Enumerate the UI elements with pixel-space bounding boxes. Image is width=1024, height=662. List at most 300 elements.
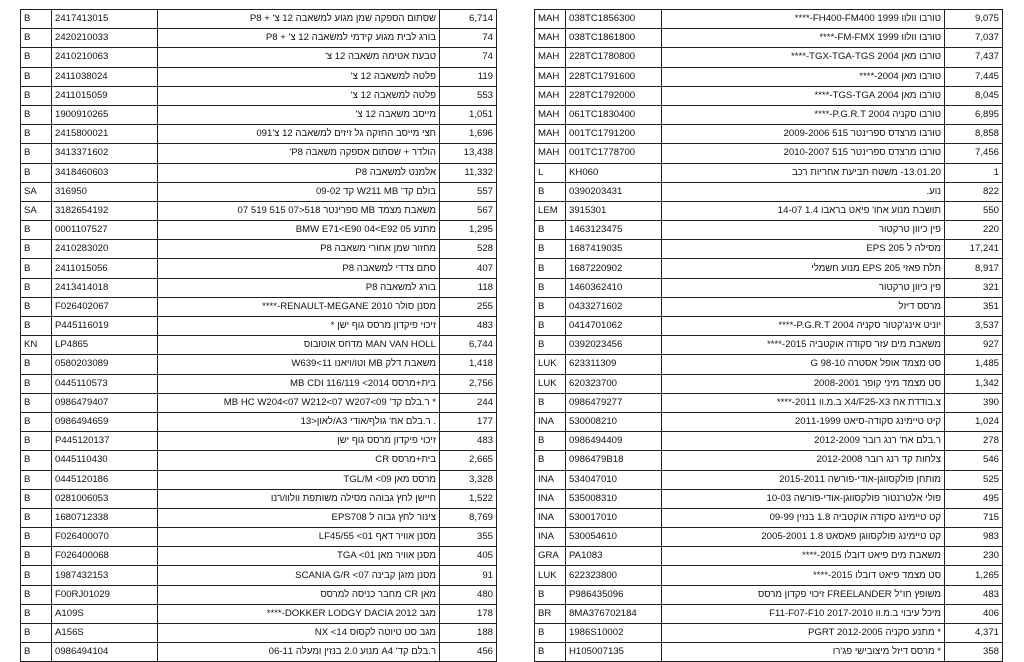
price-cell: 1,522 xyxy=(440,489,497,508)
part-number-cell: 2413414018 xyxy=(52,278,158,297)
description-cell: צ.בודדת אח X4/F25-X3 ב.מ.וו 2011-**** xyxy=(662,393,945,412)
description-cell: MAN VAN HOLL מדחס אוטובוס xyxy=(158,336,440,355)
price-cell: 11,332 xyxy=(440,163,497,182)
brand-cell: B xyxy=(21,163,52,182)
price-cell: 550 xyxy=(945,201,1003,220)
table-row xyxy=(535,29,1003,48)
brand-cell: GRA xyxy=(535,547,566,566)
part-number-cell: 623311309 xyxy=(566,355,662,374)
part-number-cell: 1680712338 xyxy=(52,508,158,527)
price-cell: 525 xyxy=(945,470,1003,489)
description-cell: סט מצמד פיאט דובלו 2015-**** xyxy=(662,566,945,585)
part-number-cell: 1986S10002 xyxy=(566,624,662,643)
table-row xyxy=(535,374,1003,393)
part-number-cell: 0986479B18 xyxy=(566,451,662,470)
price-cell: 390 xyxy=(945,393,1003,412)
price-cell: 557 xyxy=(440,182,497,201)
table-row xyxy=(535,105,1003,124)
price-cell: 7,437 xyxy=(945,48,1003,67)
description-cell: צינור לחץ גבוה ל EPS708 xyxy=(158,508,440,527)
brand-cell: MAH xyxy=(535,144,566,163)
description-cell: מאן CR מחבר כניסה למרסס xyxy=(158,585,440,604)
part-number-cell: 530008210 xyxy=(566,412,662,431)
table-row xyxy=(21,105,497,124)
table-row xyxy=(535,297,1003,316)
brand-cell: B xyxy=(21,451,52,470)
brand-cell: MAH xyxy=(535,67,566,86)
brand-cell: B xyxy=(535,624,566,643)
description-cell: טורבו מאן 2004-**** xyxy=(662,67,945,86)
part-number-cell: F026400068 xyxy=(52,547,158,566)
price-cell: 483 xyxy=(440,432,497,451)
description-cell: חצי מייסב החזקה גל זיזים למשאבה 12 צ'091 xyxy=(158,125,440,144)
description-cell: נוע. xyxy=(662,182,945,201)
description-cell: קט טיימינג פולקסווגן פאסאט 1.8 2005-2001 xyxy=(662,528,945,547)
description-cell: בית+מרסס CR xyxy=(158,451,440,470)
table-row xyxy=(535,470,1003,489)
brand-cell: B xyxy=(21,86,52,105)
brand-cell: KN xyxy=(21,336,52,355)
price-cell: 358 xyxy=(945,643,1003,662)
brand-cell: B xyxy=(21,144,52,163)
table-row xyxy=(535,67,1003,86)
price-cell: 2,756 xyxy=(440,374,497,393)
table-row xyxy=(21,278,497,297)
description-cell: פלטה למשאבה 12 צ' xyxy=(158,67,440,86)
brand-cell: SA xyxy=(21,201,52,220)
table-row xyxy=(21,432,497,451)
description-cell: בולם קד' W211 MB קד 09-02 xyxy=(158,182,440,201)
part-number-cell: A109S xyxy=(52,604,158,623)
description-cell: * מרסס דיזל מיצובישי פג'רו xyxy=(662,643,945,662)
table-row xyxy=(21,336,497,355)
table-row xyxy=(21,67,497,86)
price-cell: 1,265 xyxy=(945,566,1003,585)
brand-cell: B xyxy=(535,240,566,259)
price-cell: 351 xyxy=(945,297,1003,316)
price-cell: 9,075 xyxy=(945,10,1003,29)
table-row xyxy=(535,432,1003,451)
part-number-cell: 0001107527 xyxy=(52,221,158,240)
table-row xyxy=(21,604,497,623)
description-cell: משאבת מים עזר סקודה אוקטביה 2015-**** xyxy=(662,336,945,355)
table-row xyxy=(21,48,497,67)
table-row xyxy=(535,240,1003,259)
part-number-cell: 0281006053 xyxy=(52,489,158,508)
part-number-cell: 620323700 xyxy=(566,374,662,393)
brand-cell: B xyxy=(21,489,52,508)
price-cell: 1,696 xyxy=(440,125,497,144)
price-cell: 715 xyxy=(945,508,1003,527)
part-number-cell: 228TC1780800 xyxy=(566,48,662,67)
part-number-cell: 3915301 xyxy=(566,201,662,220)
part-number-cell: KH060 xyxy=(566,163,662,182)
part-number-cell: F026400070 xyxy=(52,528,158,547)
price-cell: 8,769 xyxy=(440,508,497,527)
price-cell: 220 xyxy=(945,221,1003,240)
part-number-cell: 2415800021 xyxy=(52,125,158,144)
price-cell: 6,744 xyxy=(440,336,497,355)
description-cell: משאבת מים פיאט דובלו 2015-**** xyxy=(662,547,945,566)
description-cell: תלת פאזי EPS 205 מנוע חשמלי xyxy=(662,259,945,278)
part-number-cell: 038TC1856300 xyxy=(566,10,662,29)
part-number-cell: PA1083 xyxy=(566,547,662,566)
part-number-cell: 535008310 xyxy=(566,489,662,508)
table-row xyxy=(535,412,1003,431)
brand-cell: MAH xyxy=(535,48,566,67)
brand-cell: B xyxy=(21,29,52,48)
part-number-cell: 534047010 xyxy=(566,470,662,489)
description-cell: 13.01.20- משטח תביעת אחריות רכב xyxy=(662,163,945,182)
table-row xyxy=(21,451,497,470)
part-number-cell: 3182654192 xyxy=(52,201,158,220)
part-number-cell: 2411038024 xyxy=(52,67,158,86)
table-row xyxy=(535,604,1003,623)
description-cell: פין כיוון טרקטור xyxy=(662,221,945,240)
description-cell: אלמנט למשאבה P8 xyxy=(158,163,440,182)
table-row xyxy=(535,643,1003,662)
table-row xyxy=(21,489,497,508)
price-cell: 7,037 xyxy=(945,29,1003,48)
price-cell: 17,241 xyxy=(945,240,1003,259)
description-cell: מסנן אוויר מאן TGA <01 xyxy=(158,547,440,566)
price-cell: 483 xyxy=(440,317,497,336)
table-row xyxy=(535,508,1003,527)
table-row xyxy=(21,163,497,182)
table-row xyxy=(535,221,1003,240)
description-cell: זיכוי פיקדון מרסס גוף ישן xyxy=(158,432,440,451)
table-row xyxy=(21,508,497,527)
brand-cell: B xyxy=(21,355,52,374)
price-cell: 6,895 xyxy=(945,105,1003,124)
table-row xyxy=(21,144,497,163)
part-number-cell: 1987432153 xyxy=(52,566,158,585)
part-number-cell: 0392023456 xyxy=(566,336,662,355)
price-cell: 495 xyxy=(945,489,1003,508)
part-number-cell: H105007135 xyxy=(566,643,662,662)
part-number-cell: 1687220902 xyxy=(566,259,662,278)
part-number-cell: 0414701062 xyxy=(566,317,662,336)
price-cell: 927 xyxy=(945,336,1003,355)
table-row xyxy=(535,489,1003,508)
price-cell: 983 xyxy=(945,528,1003,547)
brand-cell: B xyxy=(21,317,52,336)
price-cell: 8,917 xyxy=(945,259,1003,278)
brand-cell: B xyxy=(21,221,52,240)
brand-cell: INA xyxy=(535,528,566,547)
description-cell: מייסב משאבה 12 צ' xyxy=(158,105,440,124)
part-number-cell: A156S xyxy=(52,624,158,643)
description-cell: תושבת מנוע אחו' פיאט בראבו 1.4 14-07 xyxy=(662,201,945,220)
part-number-cell: 1463123475 xyxy=(566,221,662,240)
brand-cell: B xyxy=(21,278,52,297)
brand-cell: B xyxy=(21,125,52,144)
table-row xyxy=(535,528,1003,547)
part-number-cell: 228TC1792000 xyxy=(566,86,662,105)
table-row xyxy=(535,317,1003,336)
table-row xyxy=(535,163,1003,182)
table-row xyxy=(21,240,497,259)
description-cell: ר.בלם אח' רנג רובר 2012-2009 xyxy=(662,432,945,451)
brand-cell: LUK xyxy=(535,566,566,585)
brand-cell: INA xyxy=(535,412,566,431)
brand-cell: INA xyxy=(535,470,566,489)
brand-cell: B xyxy=(535,336,566,355)
description-cell: סט מצמד אופל אסטרה G 98-10 xyxy=(662,355,945,374)
price-cell: 355 xyxy=(440,528,497,547)
price-cell: 278 xyxy=(945,432,1003,451)
brand-cell: LEM xyxy=(535,201,566,220)
table-row xyxy=(21,585,497,604)
description-cell: סתם צדדי למשאבה P8 xyxy=(158,259,440,278)
part-number-cell: 0445110573 xyxy=(52,374,158,393)
table-row xyxy=(535,393,1003,412)
brand-cell: B xyxy=(535,278,566,297)
description-cell: בורג למשאבה P8 xyxy=(158,278,440,297)
part-number-cell: 1460362410 xyxy=(566,278,662,297)
brand-cell: B xyxy=(535,259,566,278)
price-cell: 822 xyxy=(945,182,1003,201)
price-cell: 74 xyxy=(440,48,497,67)
table-row xyxy=(21,125,497,144)
table-row xyxy=(21,86,497,105)
description-cell: מיכל עיבוי ב.מ.וו F11-F07-F10 2017-2010 xyxy=(662,604,945,623)
description-cell: טורבו וולוו FH400-FM400 1999-**** xyxy=(662,10,945,29)
brand-cell: LUK xyxy=(535,355,566,374)
table-row xyxy=(21,412,497,431)
description-cell: . ר.בלם אח' גולף/אודי A3/לאון<13 xyxy=(158,412,440,431)
description-cell: מסנן אוויר דאף LF45/55 <01 xyxy=(158,528,440,547)
table-row xyxy=(21,547,497,566)
description-cell: מסנן מזגן קבינה SCANIA G/R <07 xyxy=(158,566,440,585)
description-cell: הולדר + שסתום אספקה משאבה P8' xyxy=(158,144,440,163)
part-number-cell: 038TC1861800 xyxy=(566,29,662,48)
part-number-cell: 001TC1778700 xyxy=(566,144,662,163)
description-cell: פולי אלטרנטור פולקסווגן-אודי-פורשה 10-03 xyxy=(662,489,945,508)
price-cell: 119 xyxy=(440,67,497,86)
price-cell: 406 xyxy=(945,604,1003,623)
brand-cell: MAH xyxy=(535,86,566,105)
part-number-cell: 1687419035 xyxy=(566,240,662,259)
table-row xyxy=(21,528,497,547)
table-row xyxy=(535,10,1003,29)
price-cell: 6,714 xyxy=(440,10,497,29)
part-number-cell: 3418460603 xyxy=(52,163,158,182)
brand-cell: B xyxy=(535,585,566,604)
description-cell: טורבו מרצדס ספרינטר 515 2010-2007 xyxy=(662,144,945,163)
price-cell: 1,342 xyxy=(945,374,1003,393)
table-row xyxy=(535,355,1003,374)
description-cell: טבעת אטימה משאבה 12 צ' xyxy=(158,48,440,67)
part-number-cell: 0986494659 xyxy=(52,412,158,431)
description-cell: חיישן לחץ גבוהה מסילה משותפת וולוו/רנו xyxy=(158,489,440,508)
price-cell: 553 xyxy=(440,86,497,105)
table-row xyxy=(21,10,497,29)
price-cell: 1,418 xyxy=(440,355,497,374)
table-row xyxy=(535,125,1003,144)
table-row xyxy=(21,221,497,240)
brand-cell: B xyxy=(21,624,52,643)
price-cell: 177 xyxy=(440,412,497,431)
price-cell: 480 xyxy=(440,585,497,604)
parts-table-left-body xyxy=(21,10,497,662)
brand-cell: L xyxy=(535,163,566,182)
table-row xyxy=(535,48,1003,67)
brand-cell: B xyxy=(21,470,52,489)
part-number-cell: 3413371602 xyxy=(52,144,158,163)
table-row xyxy=(535,547,1003,566)
price-cell: 7,445 xyxy=(945,67,1003,86)
price-cell: 1 xyxy=(945,163,1003,182)
brand-cell: B xyxy=(21,393,52,412)
part-number-cell: 8MA376702184 xyxy=(566,604,662,623)
part-number-cell: 001TC1791200 xyxy=(566,125,662,144)
description-cell: משופץ חו"ל FREELANDER זיכוי פקדון מרסס xyxy=(662,585,945,604)
brand-cell: B xyxy=(21,67,52,86)
description-cell: מסנן סולר RENAULT-MEGANE 2010-**** xyxy=(158,297,440,316)
part-number-cell: 530054610 xyxy=(566,528,662,547)
brand-cell: B xyxy=(535,317,566,336)
part-number-cell: 0433271602 xyxy=(566,297,662,316)
brand-cell: B xyxy=(21,10,52,29)
table-row xyxy=(21,182,497,201)
table-row xyxy=(535,259,1003,278)
description-cell: משאבת דלק MB וטו/ויאנו W639<11 xyxy=(158,355,440,374)
part-number-cell: 0390203431 xyxy=(566,182,662,201)
table-row xyxy=(535,624,1003,643)
part-number-cell: F00RJ01029 xyxy=(52,585,158,604)
description-cell: פין כיוון טרקטור xyxy=(662,278,945,297)
price-cell: 230 xyxy=(945,547,1003,566)
description-cell: מחזור שמן אחורי משאבה P8 xyxy=(158,240,440,259)
description-cell: קט טיימינג סקודה אוקטביה 1.8 בנזין 09-99 xyxy=(662,508,945,527)
price-cell: 13,438 xyxy=(440,144,497,163)
part-number-cell: 2410283020 xyxy=(52,240,158,259)
price-cell: 3,328 xyxy=(440,470,497,489)
brand-cell: B xyxy=(21,566,52,585)
part-number-cell: 1900910265 xyxy=(52,105,158,124)
price-cell: 1,051 xyxy=(440,105,497,124)
table-row xyxy=(535,451,1003,470)
parts-table-right xyxy=(534,9,1003,662)
description-cell: ר.בלם קד' A4 מנוע 2.0 בנזין ומעלה 06-11 xyxy=(158,643,440,662)
table-row xyxy=(535,144,1003,163)
part-number-cell: 0445110430 xyxy=(52,451,158,470)
table-row xyxy=(535,566,1003,585)
price-cell: 456 xyxy=(440,643,497,662)
price-cell: 118 xyxy=(440,278,497,297)
part-number-cell: LP4865 xyxy=(52,336,158,355)
price-cell: 8,045 xyxy=(945,86,1003,105)
part-number-cell: 0986494409 xyxy=(566,432,662,451)
price-cell: 244 xyxy=(440,393,497,412)
table-row xyxy=(21,624,497,643)
part-number-cell: 2417413015 xyxy=(52,10,158,29)
part-number-cell: 0986479277 xyxy=(566,393,662,412)
brand-cell: MAH xyxy=(535,10,566,29)
description-cell: מרסס דיזל xyxy=(662,297,945,316)
price-cell: 255 xyxy=(440,297,497,316)
description-cell: טורבו מאן TGS-TGA 2004-**** xyxy=(662,86,945,105)
price-cell: 178 xyxy=(440,604,497,623)
brand-cell: B xyxy=(535,221,566,240)
description-cell: טורבו מרצדס ספרינטר 515 2009-2006 xyxy=(662,125,945,144)
table-row xyxy=(21,374,497,393)
brand-cell: B xyxy=(21,297,52,316)
part-number-cell: 2420210033 xyxy=(52,29,158,48)
part-number-cell: 2411015059 xyxy=(52,86,158,105)
brand-cell: B xyxy=(21,508,52,527)
brand-cell: B xyxy=(21,604,52,623)
brand-cell: B xyxy=(21,259,52,278)
price-cell: 1,024 xyxy=(945,412,1003,431)
brand-cell: B xyxy=(21,48,52,67)
part-number-cell: P986435096 xyxy=(566,585,662,604)
brand-cell: B xyxy=(535,643,566,662)
description-cell: קיט טיימינג סקודה-סיאט 2011-1999 xyxy=(662,412,945,431)
parts-table-right-body xyxy=(535,10,1003,662)
price-cell: 483 xyxy=(945,585,1003,604)
price-cell: 1,295 xyxy=(440,221,497,240)
table-row xyxy=(21,393,497,412)
description-cell: טורבו מאן TGX-TGA-TGS 2004-**** xyxy=(662,48,945,67)
brand-cell: INA xyxy=(535,508,566,527)
price-cell: 74 xyxy=(440,29,497,48)
description-cell: טורבו וולוו FM-FMX 1999-**** xyxy=(662,29,945,48)
price-cell: 405 xyxy=(440,547,497,566)
brand-cell: B xyxy=(21,105,52,124)
description-cell: סט מצמד מיני קופר 2008-2001 xyxy=(662,374,945,393)
table-row xyxy=(21,317,497,336)
brand-cell: B xyxy=(21,643,52,662)
price-cell: 546 xyxy=(945,451,1003,470)
part-number-cell: P445116019 xyxy=(52,317,158,336)
brand-cell: B xyxy=(21,432,52,451)
brand-cell: INA xyxy=(535,489,566,508)
price-cell: 321 xyxy=(945,278,1003,297)
table-row xyxy=(21,201,497,220)
table-row xyxy=(21,259,497,278)
table-row xyxy=(535,182,1003,201)
description-cell: * מתנע סקניה PGRT 2012-2005 xyxy=(662,624,945,643)
table-row xyxy=(21,566,497,585)
brand-cell: SA xyxy=(21,182,52,201)
part-number-cell: 0986494104 xyxy=(52,643,158,662)
price-cell: 4,371 xyxy=(945,624,1003,643)
brand-cell: B xyxy=(21,528,52,547)
description-cell: יוניט אינג'קטור סקניה P.G.R.T 2004-**** xyxy=(662,317,945,336)
table-row xyxy=(21,29,497,48)
brand-cell: MAH xyxy=(535,29,566,48)
table-row xyxy=(535,201,1003,220)
price-cell: 3,537 xyxy=(945,317,1003,336)
description-cell: בית+מרסס MB CDI 116/119 <2014 xyxy=(158,374,440,393)
description-cell: בורג לבית מגוע קידמי למשאבה 12 צ' + P8 xyxy=(158,29,440,48)
table-row xyxy=(535,278,1003,297)
brand-cell: B xyxy=(21,240,52,259)
description-cell: מסילה ל EPS 205 xyxy=(662,240,945,259)
brand-cell: LUK xyxy=(535,374,566,393)
brand-cell: MAH xyxy=(535,125,566,144)
brand-cell: B xyxy=(535,182,566,201)
description-cell: מגב DOKKER LODGY DACIA 2012-**** xyxy=(158,604,440,623)
price-cell: 188 xyxy=(440,624,497,643)
table-row xyxy=(21,643,497,662)
part-number-cell: 0986479407 xyxy=(52,393,158,412)
brand-cell: B xyxy=(535,297,566,316)
part-number-cell: 2410210063 xyxy=(52,48,158,67)
brand-cell: B xyxy=(21,585,52,604)
